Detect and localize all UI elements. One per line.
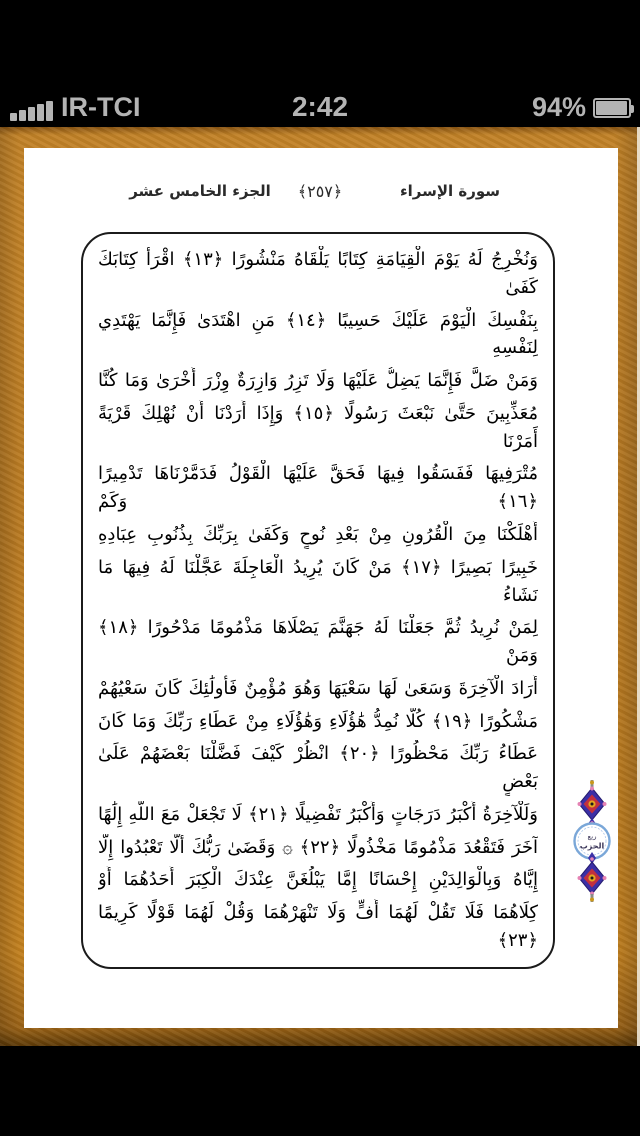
quran-text-frame bbox=[81, 232, 555, 969]
quran-line: مُتْرَفِيهَا فَفَسَقُوا فِيهَا فَحَقَّ عَلَيْهَا الْقَوْلُ فَدَمَّرْنَاهَا تَدْمِيرًا ﴿١٦﴾ وَكَمْ bbox=[98, 463, 538, 513]
battery-percent-label: 94% bbox=[531, 92, 586, 122]
quran-line: كِلَاهُمَا فَلَا تَقُلْ لَهُمَا أُفٍّ وَلَا تَنْهَرْهُمَا وَقُلْ لَهُمَا قَوْلًا كَرِيمًا ﴿٢٣﴾ bbox=[98, 902, 538, 951]
signal-strength-icon bbox=[10, 101, 53, 121]
quran-line: لِمَنْ نُرِيدُ ثُمَّ جَعَلْنَا لَهُ جَهَنَّمَ يَصْلَاهَا مَذْمُومًا مَدْحُورًا ﴿١٨﴾ وَمَنْ bbox=[98, 617, 538, 667]
quran-line: إِيَّاهُ وَبِالْوَالِدَيْنِ إِحْسَانًا إِمَّا يَبْلُغَنَّ عِنْدَكَ الْكِبَرَ أَحَدُهُمَا أَوْ bbox=[98, 869, 538, 891]
surah-name-label: سورة الإسراء bbox=[399, 182, 501, 200]
quran-line: آخَرَ فَتَقْعُدَ مَذْمُومًا مَخْذُولًا ﴿٢٢﴾ ۞ وَقَضَىٰ رَبُّكَ أَلَّا تَعْبُدُوا إِلَّا bbox=[98, 836, 538, 858]
quran-line: وَنُخْرِجُ لَهُ يَوْمَ الْقِيَامَةِ كِتَابًا يَلْقَاهُ مَنْشُورًا ﴿١٣﴾ اقْرَأْ كِتَابَكَ كَفَىٰ bbox=[98, 249, 538, 298]
quran-line: بِنَفْسِكَ الْيَوْمَ عَلَيْكَ حَسِيبًا ﴿١٤﴾ مَنِ اهْتَدَىٰ فَإِنَّمَا يَهْتَدِي لِنَفْسِهِ bbox=[98, 309, 538, 359]
quran-line: عَطَاءُ رَبِّكَ مَحْظُورًا ﴿٢٠﴾ انْظُرْ كَيْفَ فَضَّلْنَا بَعْضَهُمْ عَلَىٰ بَعْضٍ bbox=[98, 743, 538, 793]
hizb-marker-label-bottom: الحزب bbox=[579, 841, 605, 851]
page-number-label: ﴿٢٥٧﴾ bbox=[297, 182, 343, 201]
battery-icon bbox=[593, 98, 631, 118]
juz-label: الجزء الخامس عشر bbox=[129, 182, 271, 200]
quran-line: خَبِيرًا بَصِيرًا ﴿١٧﴾ مَنْ كَانَ يُرِيدُ الْعَاجِلَةَ عَجَّلْنَا لَهُ فِيهَا مَا نَشَاءُ bbox=[98, 556, 538, 606]
clock-label: 2:42 bbox=[291, 91, 349, 122]
status-bar bbox=[0, 0, 640, 128]
carrier-label: IR-TCI bbox=[61, 92, 141, 122]
quran-line: أَهْلَكْنَا مِنَ الْقُرُونِ مِنْ بَعْدِ نُوحٍ وَكَفَىٰ بِرَبِّكَ بِذُنُوبِ عِبَادِهِ bbox=[98, 524, 538, 546]
quran-line: مَشْكُورًا ﴿١٩﴾ كُلًّا نُمِدُّ هَٰؤُلَاءِ وَهَٰؤُلَاءِ مِنْ عَطَاءِ رَبِّكَ وَمَا كَانَ bbox=[98, 710, 538, 732]
quran-line: وَمَنْ ضَلَّ فَإِنَّمَا يَضِلُّ عَلَيْهَا وَلَا تَزِرُ وَازِرَةٌ وِزْرَ أُخْرَىٰ وَمَا كُنَّا bbox=[98, 370, 538, 392]
hizb-marker-label-top: ربع bbox=[587, 832, 597, 841]
quran-line: أَرَادَ الْآخِرَةَ وَسَعَىٰ لَهَا سَعْيَهَا وَهُوَ مُؤْمِنٌ فَأُولَٰئِكَ كَانَ سَعْيُهُمْ bbox=[98, 677, 538, 699]
mushaf-frame bbox=[0, 127, 640, 1046]
quran-line: وَلَلْآخِرَةُ أَكْبَرُ دَرَجَاتٍ وَأَكْبَرُ تَفْضِيلًا ﴿٢١﴾ لَا تَجْعَلْ مَعَ اللَّهِ إِلَٰهًا bbox=[98, 803, 538, 825]
mushaf-page[interactable] bbox=[24, 148, 618, 1028]
quarter-hizb-medallion-icon bbox=[569, 780, 615, 902]
quran-line: مُعَذِّبِينَ حَتَّىٰ نَبْعَثَ رَسُولًا ﴿١٥﴾ وَإِذَا أَرَدْنَا أَنْ نُهْلِكَ قَرْيَةً أَمَرْنَا bbox=[98, 402, 538, 452]
